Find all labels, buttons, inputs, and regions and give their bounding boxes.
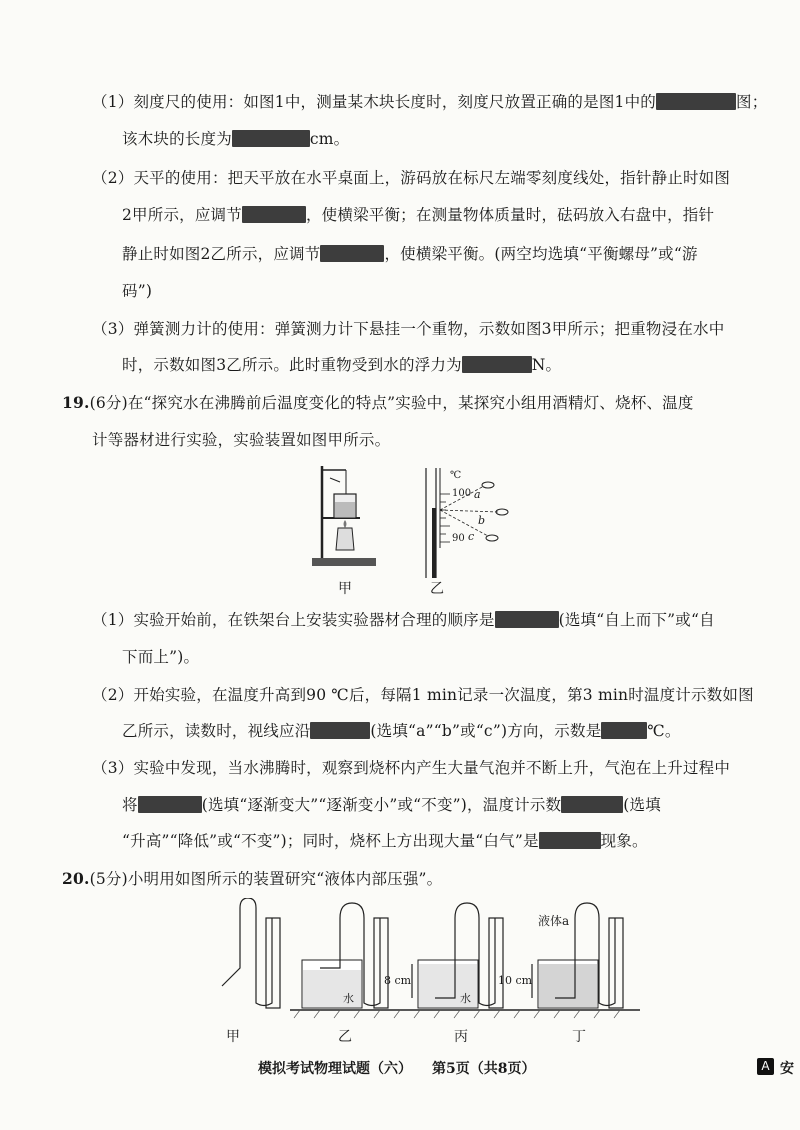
q18-p2-text-b: 2甲所示，应调节 xyxy=(122,206,242,224)
liquid-a-label: 液体a xyxy=(538,914,570,928)
depth-label-10cm: 10 cm xyxy=(498,974,533,987)
q18-part2-line3 xyxy=(122,242,698,264)
q20-stem xyxy=(62,867,442,889)
q18-part3-line2 xyxy=(122,353,561,375)
q19-p2-text-d: ℃。 xyxy=(647,722,681,740)
q19-p2-text-c: (选填“a”“b”或“c”)方向，示数是 xyxy=(370,722,602,740)
q19-part2-line2 xyxy=(122,719,681,741)
answer-blank xyxy=(462,356,532,373)
q18-part2-line4 xyxy=(122,279,152,301)
depth-label-8cm: 8 cm xyxy=(384,974,412,987)
q19-stem-a: (6分)在“探究水在沸腾前后温度变化的特点”实验中，某探究小组用酒精灯、烧杯、温度 xyxy=(89,394,694,412)
answer-blank xyxy=(656,93,736,110)
thermometer-tick-100: 100 xyxy=(452,488,472,499)
q19-part2-line1 xyxy=(92,683,754,705)
sightline-label-c: c xyxy=(468,530,475,543)
q18-p2-text-e: ，使横梁平衡。(两空均选填“平衡螺母”或“游 xyxy=(384,245,698,263)
water-label-bing: 水 xyxy=(460,992,471,1005)
answer-blank xyxy=(561,796,623,813)
thermometer-tick-90: 90 xyxy=(452,533,465,544)
q18-part3-line1 xyxy=(92,317,724,339)
q18-p2-text-a: （2）天平的使用：把天平放在水平桌面上，游码放在标尺左端零刻度线处，指针静止时如图 xyxy=(92,169,731,187)
q19-p1-text-a: （1）实验开始前，在铁架台上安装实验器材合理的顺序是 xyxy=(92,611,495,629)
q18-p2-text-d: 静止时如图2乙所示，应调节 xyxy=(122,245,321,263)
q18-p1-text-c: 该木块的长度为 xyxy=(122,130,232,148)
q18-p1-text-a: （1）刻度尺的使用：如图1中，测量某木块长度时，刻度尺放置正确的是图1中的 xyxy=(92,93,656,111)
answer-blank xyxy=(242,206,306,223)
q18-part2-line2 xyxy=(122,203,714,225)
manometer-figure xyxy=(180,898,640,1023)
q19-p3-text-f: 现象。 xyxy=(600,832,648,850)
q19-p3-text-c: (选填“逐渐变大”“逐渐变小”或“不变”)，温度计示数 xyxy=(201,796,562,814)
q19-part1-line1 xyxy=(92,608,715,630)
question-number: 19. xyxy=(62,393,90,412)
figure-caption-jia: 甲 xyxy=(338,581,352,597)
answer-blank xyxy=(539,832,601,849)
exam-version-badge: A xyxy=(757,1058,774,1075)
q18-p1-text-b: 图； xyxy=(736,93,768,111)
q19-p3-text-b: 将 xyxy=(122,796,138,814)
answer-blank xyxy=(310,722,370,739)
q18-p2-text-f: 码”) xyxy=(122,282,153,300)
q19-p1-text-b: (选填“自上而下”或“自 xyxy=(558,611,715,629)
answer-blank xyxy=(601,722,647,739)
water-label-yi: 水 xyxy=(343,992,354,1005)
page-number-footer: 第5页（共8页） xyxy=(432,1061,536,1077)
boiling-apparatus-figure xyxy=(300,458,390,578)
q19-part3-line1 xyxy=(92,756,730,778)
q19-p3-text-d: (选填 xyxy=(623,796,661,814)
q19-p2-text-b: 乙所示，读数时，视线应沿 xyxy=(122,722,311,740)
q19-p3-text-a: （3）实验中发现，当水沸腾时，观察到烧杯内产生大量气泡并不断上升，气泡在上升过程中 xyxy=(92,759,731,777)
sightline-label-a: a xyxy=(474,488,481,501)
thermometer-figure xyxy=(418,468,518,578)
figure-caption-yi: 乙 xyxy=(430,581,444,597)
badge-text: 安 xyxy=(780,1061,794,1077)
figure-caption-yi: 乙 xyxy=(338,1029,352,1045)
q18-p3-text-b: 时，示数如图3乙所示。此时重物受到水的浮力为 xyxy=(122,356,462,374)
q19-stem-line2 xyxy=(92,428,390,450)
q18-part1-line2 xyxy=(122,127,349,149)
q19-stem-b: 计等器材进行实验，实验装置如图甲所示。 xyxy=(92,431,391,449)
q18-p3-text-a: （3）弹簧测力计的使用：弹簧测力计下悬挂一个重物，示数如图3甲所示；把重物浸在水中 xyxy=(92,320,725,338)
q19-p3-text-e: “升高”“降低”或“不变”)；同时，烧杯上方出现大量“白气”是 xyxy=(122,832,539,850)
q19-part3-line3 xyxy=(122,829,648,851)
q19-p2-text-a: （2）开始实验，在温度升高到90 ℃后，每隔1 min记录一次温度，第3 min时温度计示数如图 xyxy=(92,686,754,704)
answer-blank xyxy=(320,245,384,262)
q18-part1-line1 xyxy=(92,90,767,112)
answer-blank xyxy=(138,796,202,813)
q19-stem-line1 xyxy=(62,391,694,413)
question-number: 20. xyxy=(62,869,90,888)
answer-blank xyxy=(232,130,310,147)
q18-p3-text-c: N。 xyxy=(531,356,562,374)
figure-caption-jia: 甲 xyxy=(226,1029,240,1045)
thermometer-unit-label: ℃ xyxy=(450,470,462,481)
q19-part1-line2 xyxy=(122,645,199,667)
figure-caption-bing: 丙 xyxy=(454,1029,468,1045)
q20-stem-text: (5分)小明用如图所示的装置研究“液体内部压强”。 xyxy=(89,870,443,888)
q19-p1-text-c: 下而上”)。 xyxy=(122,648,200,666)
answer-blank xyxy=(495,611,559,628)
figure-caption-ding: 丁 xyxy=(572,1029,586,1045)
exam-title-footer: 模拟考试物理试题（六） xyxy=(258,1061,412,1077)
q19-part3-line2 xyxy=(122,793,661,815)
q18-p2-text-c: ，使横梁平衡；在测量物体质量时，砝码放入右盘中，指针 xyxy=(305,206,715,224)
q18-part2-line1 xyxy=(92,166,730,188)
sightline-label-b: b xyxy=(478,514,486,527)
q18-p1-text-d: cm。 xyxy=(309,130,350,148)
